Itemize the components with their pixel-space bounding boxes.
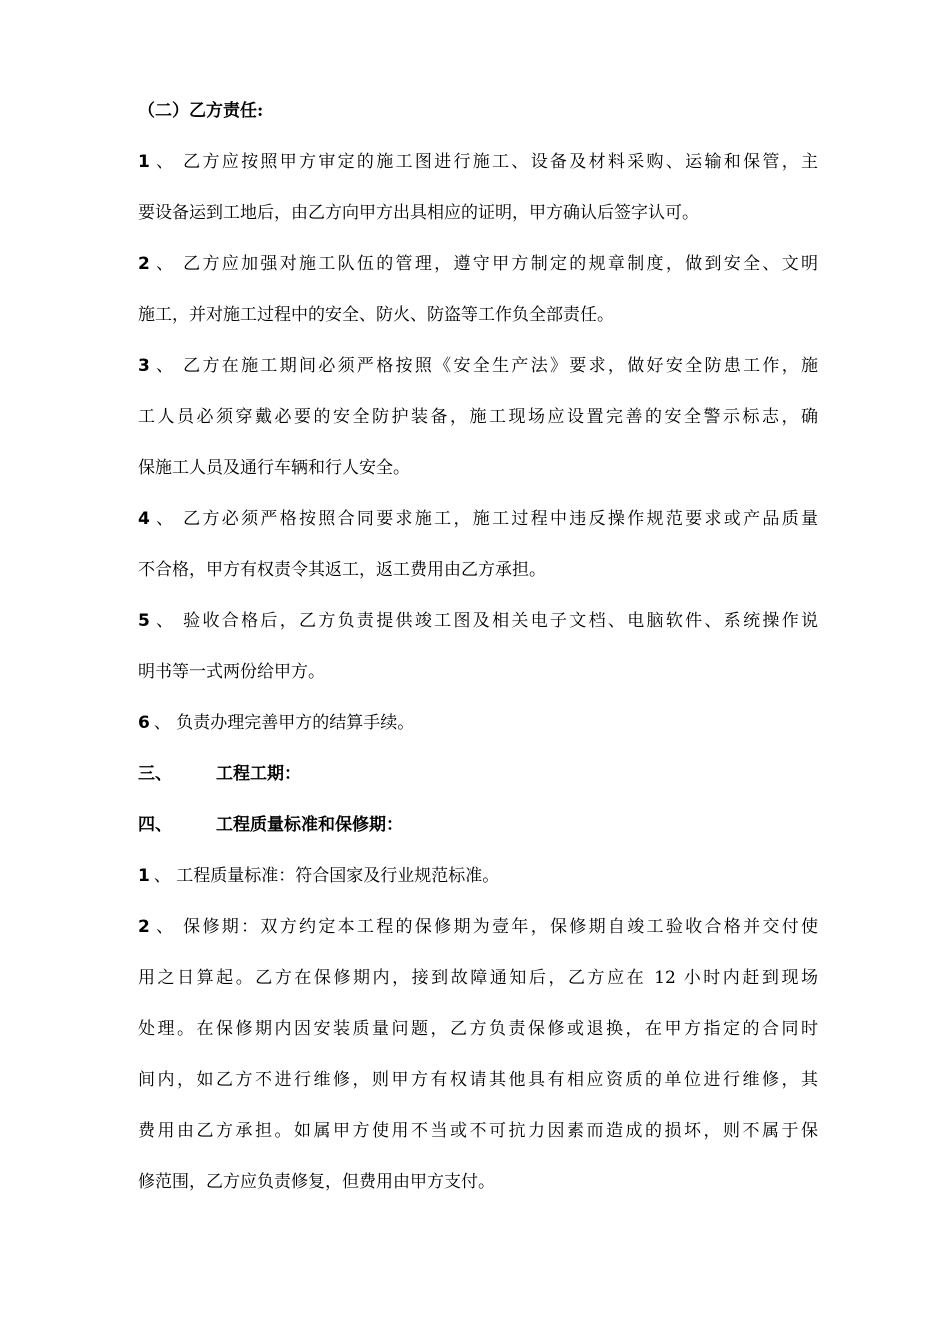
quality-item-1 <box>138 851 818 902</box>
paragraph-line <box>138 698 818 749</box>
section-number: 四、 <box>138 815 172 835</box>
paragraph-line: 不合格，甲方有权责令其返工，返工费用由乙方承担。 <box>138 560 546 580</box>
paragraph-line <box>138 596 818 647</box>
paragraph-line: 施工，并对施工过程中的安全、防火、防盗等工作负全部责任。 <box>138 305 614 325</box>
paragraph-line <box>138 137 818 188</box>
paragraph-line: 要设备运到工地后，由乙方向甲方出具相应的证明，甲方确认后签字认可。 <box>138 203 699 223</box>
item-number: 1 <box>138 152 150 172</box>
paragraph-line <box>138 902 818 953</box>
document-page <box>138 86 818 1208</box>
paragraph-line: 保施工人员及通行车辆和行人安全。 <box>138 458 410 478</box>
item-number: 4 <box>138 509 150 529</box>
paragraph-line: 工人员必须穿戴必要的安全防护装备，施工现场应设置完善的安全警示标志，确 <box>138 407 818 427</box>
item-number: 2 <box>138 254 150 274</box>
item-number: 6 <box>138 713 150 733</box>
party-b-item-4 <box>138 494 818 596</box>
line-text: 、 乙方在施工期间必须严格按照《安全生产法》要求，做好安全防患工作，施 <box>153 356 818 376</box>
party-b-item-1 <box>138 137 818 239</box>
line-text: 、 保修期：双方约定本工程的保修期为壹年，保修期自竣工验收合格并交付使 <box>153 917 818 937</box>
paragraph-line <box>138 341 818 392</box>
line-text: 、 乙方应加强对施工队伍的管理，遵守甲方制定的规章制度，做到安全、文明 <box>153 254 818 274</box>
section-title: 工程质量标准和保修期： <box>216 815 403 835</box>
line-text: 、 工程质量标准：符合国家及行业规范标准。 <box>153 866 500 886</box>
paragraph-line <box>138 851 818 902</box>
paragraph-line <box>138 239 818 290</box>
paragraph-line: 间内，如乙方不进行维修，则甲方有权请其他具有相应资质的单位进行维修，其 <box>138 1070 818 1090</box>
party-b-item-3 <box>138 341 818 494</box>
party-b-item-6 <box>138 698 818 749</box>
line-text: 、 负责办理完善甲方的结算手续。 <box>153 713 415 733</box>
line-text: 、 乙方应按照甲方审定的施工图进行施工、设备及材料采购、运输和保管，主 <box>153 152 818 172</box>
party-b-item-2 <box>138 239 818 341</box>
section-heading-party-b <box>138 86 818 137</box>
quality-item-2 <box>138 902 818 1208</box>
item-number: 2 <box>138 917 150 937</box>
section-title: 工程工期： <box>216 764 301 784</box>
item-number: 5 <box>138 611 150 631</box>
party-b-item-5 <box>138 596 818 698</box>
paragraph-line <box>138 494 818 545</box>
section-heading-text: （二）乙方责任: <box>138 101 264 121</box>
item-number: 1 <box>138 866 150 886</box>
section-number: 三、 <box>138 764 172 784</box>
paragraph-line: 明书等一式两份给甲方。 <box>138 662 325 682</box>
paragraph-line: 费用由乙方承担。如属甲方使用不当或不可抗力因素而造成的损坏，则不属于保 <box>138 1121 818 1141</box>
section-heading-quality <box>138 800 818 851</box>
line-text: 、 乙方必须严格按照合同要求施工，施工过程中违反操作规范要求或产品质量 <box>153 509 818 529</box>
line-text: 、 验收合格后，乙方负责提供竣工图及相关电子文档、电脑软件、系统操作说 <box>153 611 818 631</box>
section-heading-schedule <box>138 749 818 800</box>
item-number: 3 <box>138 356 150 376</box>
paragraph-line: 用之日算起。乙方在保修期内，接到故障通知后，乙方应在 12 小时内赶到现场 <box>138 968 818 988</box>
paragraph-line: 修范围，乙方应负责修复，但费用由甲方支付。 <box>138 1172 495 1192</box>
paragraph-line: 处理。在保修期内因安装质量问题，乙方负责保修或退换，在甲方指定的合同时 <box>138 1019 818 1039</box>
